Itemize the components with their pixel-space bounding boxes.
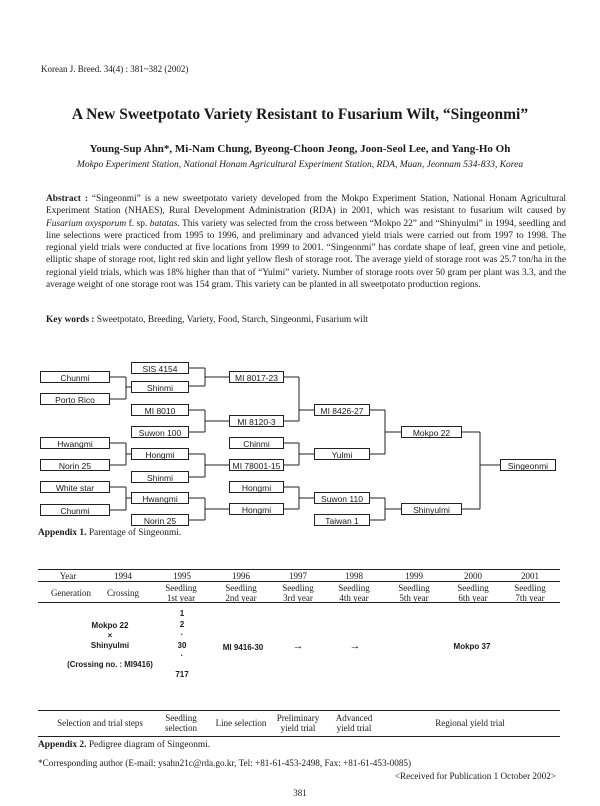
step-advanced <box>327 713 381 733</box>
abstract-text-1: “Singeonmi” is a new sweetpotato variety developed from the Mokpo Experiment Station, National Honam Agricultural Experiment Station (NHAES), Rural Development Administration (RDA) in 2001, which was resistant to fusarium wilt caused by <box>46 194 566 217</box>
table-parent-shinyulmi: Shinyulmi <box>90 641 130 650</box>
table-year-1999: 1999 <box>405 571 423 581</box>
step-regional: Regional yield trial <box>435 718 505 728</box>
abstract-text-3: . This variety was selected from the cross between “Mokpo 22” and “Shinyulmi” in 1994, seedling and line selections were practiced from 1995 to 1996, and preliminary and advanced yield trials were carried out from 1997 to 1998. The regional yield trials were conducted at five locations from 1999 to 2001. “Singeonmi” has cordate shape of leaf, green vine and petiole, elliptic shape of storage root, light red skin and light yellow flesh of storage root. The average yield of storage root was 25.7 ton/ha in the regional yield trials, which was 18% higher than that of “Yulmi” variety. Number of storage roots over 50 gram per plant was 3.3, and the average weight of one storage root was 154 gram. This variety can be planted in all sweetpotato production regions. <box>46 218 566 291</box>
step-line-selection: Line selection <box>215 718 267 728</box>
step-prelim-line2: yield trial <box>280 723 316 733</box>
pedigree-node-yulmi: Yulmi <box>314 448 370 460</box>
table-year-1998: 1998 <box>345 571 363 581</box>
abstract-text-2: f. sp. <box>126 218 150 229</box>
table-rule-bottom <box>38 736 560 737</box>
keywords-text: Sweetpotato, Breeding, Variety, Food, Starch, Singeonmi, Fusarium wilt <box>94 315 369 325</box>
table-year-1995: 1995 <box>173 571 191 581</box>
pedigree-node-sis4154: SIS 4154 <box>131 362 189 374</box>
table-year-label: Year <box>59 571 77 581</box>
table-mokpo37: Mokpo 37 <box>453 642 491 651</box>
gen-2000-line2: 6th year <box>458 593 488 603</box>
corresponding-author-footnote: *Corresponding author (E-mail: ysahn21c@rda.go.kr, Tel: +81-61-453-2498, Fax: +81-61-453-0085) <box>38 758 412 768</box>
table-year-1996: 1996 <box>232 571 250 581</box>
table-crossing: Crossing <box>106 588 139 598</box>
pedigree-node-norin25-2: Norin 25 <box>131 514 189 526</box>
appendix1-label: Appendix 1. <box>38 528 87 538</box>
table-gen-2000 <box>446 583 500 603</box>
pedigree-node-mi78001-15: MI 78001-15 <box>229 459 284 471</box>
pedigree-node-hongmi-3: Hongmi <box>229 503 284 515</box>
author-list: Young-Sup Ahn*, Mi-Nam Chung, Byeong-Choon Jeong, Joon-Seol Lee, and Yang-Ho Oh <box>89 143 511 155</box>
step-adv-line1: Advanced <box>335 713 373 723</box>
table-gen-1997 <box>271 583 325 603</box>
table-steps-label: Selection and trial steps <box>57 718 143 728</box>
table-gen-1995 <box>155 583 207 603</box>
abstract-label: Abstract : <box>46 194 88 204</box>
seedling-count-30: 30 <box>177 641 187 650</box>
appendix1-text: Parentage of Singeonmi. <box>86 528 182 538</box>
journal-citation: Korean J. Breed. 34(4) : 381~382 (2002) <box>41 64 189 74</box>
pedigree-node-mi8010: MI 8010 <box>131 404 189 416</box>
appendix2-label: Appendix 2. <box>38 740 87 750</box>
gen-1998-line1: Seedling <box>338 583 370 593</box>
seedling-count-2: 2 <box>179 620 185 629</box>
appendix2-caption <box>38 740 210 750</box>
gen-1997-line2: 3rd year <box>283 593 313 603</box>
arrow-1998: → <box>349 640 361 652</box>
paper-title: A New Sweetpotato Variety Resistant to Fusarium Wilt, “Singeonmi” <box>71 106 529 123</box>
pedigree-node-suwon110: Suwon 110 <box>314 492 370 504</box>
abstract-species: Fusarium oxysporum <box>46 218 127 229</box>
table-line-mi9416-30: MI 9416-30 <box>222 643 264 652</box>
gen-2000-line1: Seedling <box>457 583 489 593</box>
step-seedling-line2: selection <box>165 723 197 733</box>
table-rule-steps <box>38 710 560 711</box>
pedigree-node-mokpo22: Mokpo 22 <box>401 426 462 438</box>
pedigree-node-mi8017-23: MI 8017-23 <box>229 371 284 383</box>
pedigree-node-singeonmi: Singeonmi <box>500 459 556 471</box>
gen-1999-line1: Seedling <box>398 583 430 593</box>
pedigree-node-shinmi-2: Shinmi <box>131 471 189 483</box>
pedigree-node-taiwan1: Taiwan 1 <box>314 514 370 526</box>
table-gen-2001 <box>503 583 557 603</box>
appendix2-text: Pedigree diagram of Singeonmi. <box>86 740 211 750</box>
table-gen-1999 <box>387 583 441 603</box>
table-generation-label: Generation <box>51 588 91 598</box>
pedigree-node-norin25: Norin 25 <box>40 459 110 471</box>
arrow-1997: → <box>292 640 304 652</box>
pedigree-node-shinyulmi: Shinyulmi <box>401 503 462 515</box>
table-year-1994: 1994 <box>114 571 132 581</box>
table-year-2000: 2000 <box>464 571 482 581</box>
pedigree-node-shinmi: Shinmi <box>131 381 189 393</box>
table-year-1997: 1997 <box>289 571 307 581</box>
gen-1998-line2: 4th year <box>339 593 369 603</box>
table-rule-header <box>38 581 560 582</box>
step-seedling-line1: Seedling <box>165 713 197 723</box>
table-gen-1996 <box>214 583 268 603</box>
gen-1996-line2: 2nd year <box>225 593 257 603</box>
affiliation: Mokpo Experiment Station, National Honam Agricultural Experiment Station, RDA, Muan, Jeonnam 534-833, Korea <box>76 160 524 170</box>
table-cross-symbol: × <box>107 631 113 640</box>
seedling-count-dot-1: · <box>180 630 184 639</box>
seedling-count-dot-2: · <box>180 651 184 660</box>
seedling-count-1: 1 <box>179 609 185 618</box>
step-adv-line2: yield trial <box>336 723 372 733</box>
gen-1996-line1: Seedling <box>225 583 257 593</box>
pedigree-node-chunmi: Chunmi <box>40 371 110 383</box>
step-seedling-selection <box>155 713 207 733</box>
step-preliminary <box>271 713 325 733</box>
seedling-count-717: 717 <box>175 670 189 679</box>
gen-2001-line2: 7th year <box>515 593 545 603</box>
step-prelim-line1: Preliminary <box>276 713 320 723</box>
gen-2001-line1: Seedling <box>514 583 546 593</box>
pedigree-node-chunmi-2: Chunmi <box>40 504 110 516</box>
pedigree-node-hongmi-2: Hongmi <box>229 481 284 493</box>
appendix1-caption <box>38 528 181 538</box>
pedigree-node-hongmi: Hongmi <box>131 448 189 460</box>
pedigree-node-hwangmi: Hwangmi <box>40 437 110 449</box>
pedigree-node-white-star: White star <box>40 481 110 493</box>
gen-1995-line1: Seedling <box>165 583 197 593</box>
abstract-forma: batatas <box>149 218 178 229</box>
pedigree-node-chinmi: Chinmi <box>229 437 284 449</box>
keywords-label: Key words : <box>46 315 95 325</box>
gen-1995-line2: 1st year <box>166 593 196 603</box>
table-year-2001: 2001 <box>521 571 539 581</box>
gen-1999-line2: 5th year <box>399 593 429 603</box>
table-gen-1998 <box>327 583 381 603</box>
pedigree-node-porto-rico: Porto Rico <box>40 393 110 405</box>
pedigree-node-mi8426-27: MI 8426-27 <box>314 404 370 416</box>
page-number: 381 <box>293 788 307 798</box>
received-date: <Received for Publication 1 October 2002> <box>394 771 556 781</box>
table-parent-mokpo22: Mokpo 22 <box>91 621 129 630</box>
pedigree-node-hwangmi-2: Hwangmi <box>131 492 189 504</box>
pedigree-node-suwon100: Suwon 100 <box>131 426 189 438</box>
table-crossing-number: (Crossing no. : MI9416) <box>67 660 153 669</box>
table-rule-top <box>38 569 560 570</box>
pedigree-node-mi8120-3: MI 8120-3 <box>229 415 284 427</box>
gen-1997-line1: Seedling <box>282 583 314 593</box>
